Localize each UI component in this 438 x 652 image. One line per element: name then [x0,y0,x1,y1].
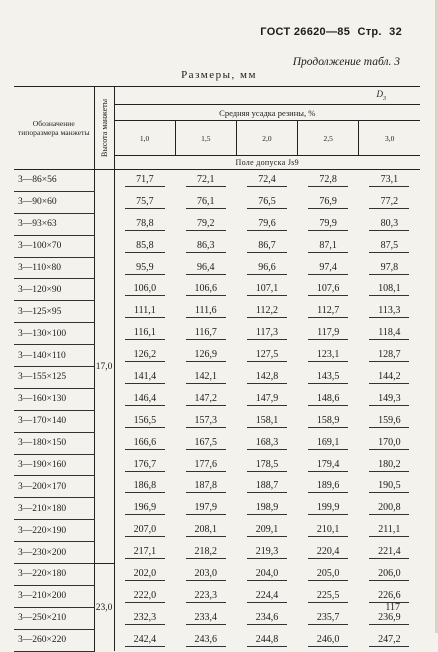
d3-value: 225,5 [308,590,348,603]
table-row [14,498,420,520]
d3-value-cell [114,564,175,586]
cuff-designation: 3—120×90 [14,279,94,301]
d3-value: 247,2 [369,634,409,647]
d3-value-cell [114,191,175,213]
d3-value-cell [298,345,359,367]
d3-value-cell [359,454,420,476]
d3-value: 206,0 [369,568,409,581]
d3-value-cell [298,476,359,498]
cuff-designation: 3—140×110 [14,345,94,367]
d3-value: 144,2 [369,371,409,384]
cuff-designation: 3—220×190 [14,520,94,542]
d3-value: 107,6 [308,283,348,296]
cuff-designation: 3—250×210 [14,607,94,629]
d3-value-cell [114,367,175,389]
d3-value-cell [298,520,359,542]
d3-value: 204,0 [247,568,287,581]
d3-value-cell [114,520,175,542]
d3-value-cell [236,170,297,192]
d3-value: 243,6 [186,634,226,647]
d3-value: 128,7 [369,349,409,362]
d3-value-cell [175,367,236,389]
d3-value: 149,3 [369,393,409,406]
d3-value-cell [298,388,359,410]
d3-value: 111,1 [125,305,165,318]
d3-value: 223,3 [186,590,226,603]
d3-value: 85,8 [125,240,165,253]
d3-value-cell [175,454,236,476]
d3-value-cell [175,323,236,345]
d3-value-cell [114,476,175,498]
d3-value: 97,4 [308,262,348,275]
table-row [14,432,420,454]
table-row [14,410,420,432]
d3-value-cell [359,213,420,235]
d3-value: 116,1 [125,327,165,340]
d3-value-cell [175,498,236,520]
cuff-designation: 3—155×125 [14,367,94,389]
d3-value: 79,6 [247,218,287,231]
d3-value-cell [359,388,420,410]
d3-value: 148,6 [308,393,348,406]
d3-value: 208,1 [186,524,226,537]
d3-value-cell [236,388,297,410]
cuff-designation: 3—130×100 [14,323,94,345]
d3-value-cell [114,585,175,607]
d3-value: 123,1 [308,349,348,362]
d3-value-cell [359,170,420,192]
table-row [14,542,420,564]
table-row [14,345,420,367]
d3-value-cell [236,279,297,301]
d3-value: 209,1 [247,524,287,537]
d3-value-cell [114,257,175,279]
header-shrink-value: 2,0 [236,121,297,156]
d3-value-cell [359,564,420,586]
d3-value-cell [298,191,359,213]
d3-value: 143,5 [308,371,348,384]
table-row [14,257,420,279]
cuff-designation: 3—200×170 [14,476,94,498]
d3-value: 211,1 [369,524,409,537]
d3-value: 95,9 [125,262,165,275]
d3-value: 156,5 [125,415,165,428]
cuff-designation: 3—86×56 [14,170,94,192]
d3-value: 107,1 [247,283,287,296]
d3-value: 242,4 [125,634,165,647]
d3-value-cell [298,542,359,564]
sizes-title: Размеры, мм [181,69,257,81]
d3-value: 77,2 [369,196,409,209]
d3-value-cell [175,564,236,586]
cuff-designation: 3—160×130 [14,388,94,410]
d3-value-cell [236,345,297,367]
d3-value: 232,3 [125,612,165,625]
d3-value: 117,9 [308,327,348,340]
d3-value: 87,5 [369,240,409,253]
d3-value: 244,8 [247,634,287,647]
header-tolerance: Поле допуска Js9 [114,156,420,170]
d3-value: 116,7 [186,327,226,340]
page-label: Стр. [357,26,382,38]
d3-value-cell [175,542,236,564]
d3-value-cell [114,454,175,476]
d3-value: 118,4 [369,327,409,340]
d3-value-cell [175,235,236,257]
d3-value-cell [175,213,236,235]
d3-value-cell [236,213,297,235]
d3-value: 234,6 [247,612,287,625]
d3-value: 198,9 [247,502,287,515]
d3-value-cell [298,279,359,301]
d3-value-cell [236,585,297,607]
d3-value-cell [298,410,359,432]
d3-value: 177,6 [186,459,226,472]
d3-value-cell [175,170,236,192]
d3-value: 203,0 [186,568,226,581]
header-height: Высота манжеты [94,87,114,170]
d3-value-cell [236,410,297,432]
cuff-designation: 3—260×220 [14,629,94,651]
table-row [14,564,420,586]
d3-value-cell [175,585,236,607]
d3-value-cell [175,345,236,367]
d3-value: 190,5 [369,480,409,493]
d3-value-cell [298,629,359,651]
d3-value: 72,8 [308,174,348,187]
d3-value: 233,4 [186,612,226,625]
d3-value-cell [236,520,297,542]
d3-value: 202,0 [125,568,165,581]
d3-value-cell [359,367,420,389]
d3-value: 187,8 [186,480,226,493]
d3-value-cell [236,367,297,389]
d3-value-cell [114,410,175,432]
d3-value: 76,9 [308,196,348,209]
d3-value-cell [359,323,420,345]
cuff-designation: 3—220×180 [14,564,94,586]
d3-value: 80,3 [369,218,409,231]
d3-value-cell [175,301,236,323]
cuff-designation: 3—110×80 [14,257,94,279]
table-row [14,520,420,542]
dimensions-table [14,86,420,652]
page-number: 32 [389,26,402,38]
d3-value: 207,0 [125,524,165,537]
d3-value: 168,3 [247,437,287,450]
d3-value: 158,9 [308,415,348,428]
d3-value: 117,3 [247,327,287,340]
table-row [14,629,420,651]
d3-value-cell [236,257,297,279]
d3-value-cell [298,607,359,629]
d3-value: 78,8 [125,218,165,231]
d3-value: 141,4 [125,371,165,384]
d3-value: 112,2 [247,305,287,318]
d3-value-cell [359,301,420,323]
height-value: 17,0 [94,170,114,564]
d3-value-cell [114,279,175,301]
cuff-designation: 3—180×150 [14,432,94,454]
d3-value: 236,9 [369,612,409,625]
table-row [14,323,420,345]
d3-value: 97,8 [369,262,409,275]
d3-value: 142,8 [247,371,287,384]
d3-value-cell [359,629,420,651]
d3-value-cell [359,191,420,213]
d3-value: 189,6 [308,480,348,493]
d3-value-cell [175,279,236,301]
d3-value-cell [298,257,359,279]
page-number-bottom: 117 [385,602,400,613]
d3-value: 219,3 [247,546,287,559]
d3-value: 75,7 [125,196,165,209]
table-row [14,476,420,498]
table-row [14,585,420,607]
d3-value-cell [359,498,420,520]
d3-value: 220,4 [308,546,348,559]
d3-value-cell [298,170,359,192]
d3-value-cell [298,454,359,476]
d3-value: 180,2 [369,459,409,472]
d3-value-cell [236,301,297,323]
cuff-designation: 3—210×200 [14,585,94,607]
d3-value-cell [298,213,359,235]
d3-value: 169,1 [308,437,348,450]
d3-value: 76,1 [186,196,226,209]
d3-value-cell [114,607,175,629]
header-shrinkage: Средняя усадка резины, % [114,105,420,121]
d3-value: 176,7 [125,459,165,472]
cuff-designation: 3—230×200 [14,542,94,564]
d3-value: 210,1 [308,524,348,537]
d3-value: 108,1 [369,283,409,296]
d3-value: 158,1 [247,415,287,428]
cuff-designation: 3—100×70 [14,235,94,257]
d3-value-cell [175,432,236,454]
d3-value-cell [175,520,236,542]
d3-value: 166,6 [125,437,165,450]
d3-value-cell [359,279,420,301]
d3-value: 246,0 [308,634,348,647]
d3-value: 226,6 [369,590,409,603]
header-shrink-value: 1,5 [175,121,236,156]
d3-value-cell [236,607,297,629]
d3-value-cell [298,323,359,345]
d3-value: 142,1 [186,371,226,384]
d3-value: 178,5 [247,459,287,472]
d3-value: 197,9 [186,502,226,515]
d3-value: 235,7 [308,612,348,625]
d3-value-cell [114,388,175,410]
d3-value-cell [298,432,359,454]
d3-value: 72,1 [186,174,226,187]
d3-value-cell [236,542,297,564]
d3-value: 71,7 [125,174,165,187]
d3-value: 157,3 [186,415,226,428]
table-row [14,454,420,476]
header-shrink-value: 2,5 [298,121,359,156]
header-shrink-value: 1,0 [114,121,175,156]
d3-value: 186,8 [125,480,165,493]
table-row [14,388,420,410]
cuff-designation: 3—125×95 [14,301,94,323]
d3-value-cell [114,213,175,235]
d3-value-cell [175,476,236,498]
d3-value-cell [298,235,359,257]
table-row [14,191,420,213]
d3-value-cell [236,564,297,586]
d3-value-cell [114,629,175,651]
table-continuation-caption: Продолжение табл. 3 [292,56,400,68]
d3-value: 147,2 [186,393,226,406]
d3-value-cell [298,301,359,323]
d3-value-cell [359,345,420,367]
d3-value: 179,4 [308,459,348,472]
d3-value: 221,4 [369,546,409,559]
d3-value-cell [298,585,359,607]
d3-value-cell [298,367,359,389]
d3-value: 199,9 [308,502,348,515]
d3-value: 79,9 [308,218,348,231]
d3-value-cell [114,498,175,520]
d3-value-cell [236,323,297,345]
d3-value-cell [175,410,236,432]
cuff-designation: 3—170×140 [14,410,94,432]
d3-value-cell [114,170,175,192]
d3-value-cell [236,432,297,454]
d3-value-cell [359,257,420,279]
d3-value-cell [298,564,359,586]
d3-value-cell [236,235,297,257]
d3-value-cell [359,476,420,498]
d3-value: 87,1 [308,240,348,253]
d3-value: 224,4 [247,590,287,603]
d3-value: 113,3 [369,305,409,318]
d3-value: 217,1 [125,546,165,559]
cuff-designation: 3—90×60 [14,191,94,213]
d3-value-cell [114,432,175,454]
d3-value: 205,0 [308,568,348,581]
d3-value-cell [359,410,420,432]
d3-value-cell [114,345,175,367]
table-row [14,235,420,257]
d3-value: 188,7 [247,480,287,493]
d3-value-cell [359,520,420,542]
d3-value-cell [114,301,175,323]
d3-value-cell [359,542,420,564]
d3-value-cell [175,607,236,629]
d3-value-cell [359,235,420,257]
d3-value-cell [114,323,175,345]
header-shrink-value: 3,0 [359,121,420,156]
d3-value: 106,6 [186,283,226,296]
d3-value: 112,7 [308,305,348,318]
table-row [14,301,420,323]
table-row [14,367,420,389]
d3-value: 146,4 [125,393,165,406]
d3-value: 127,5 [247,349,287,362]
table-row [14,279,420,301]
cuff-designation: 3—210×180 [14,498,94,520]
d3-value: 76,5 [247,196,287,209]
d3-value: 106,0 [125,283,165,296]
d3-value: 86,7 [247,240,287,253]
d3-value: 222,0 [125,590,165,603]
d3-value-cell [236,629,297,651]
table-row [14,170,420,192]
d3-value-cell [359,432,420,454]
d3-value: 147,9 [247,393,287,406]
d3-value-cell [114,542,175,564]
header-designation: Обозначение типоразмера манжеты [14,87,94,170]
d3-value: 170,0 [369,437,409,450]
page-header [256,26,402,38]
d3-value-cell [236,191,297,213]
cuff-designation: 3—93×63 [14,213,94,235]
d3-value-cell [298,498,359,520]
d3-value-cell [236,498,297,520]
d3-value: 86,3 [186,240,226,253]
standard-code: ГОСТ 26620—85 [260,26,351,38]
d3-value-cell [175,191,236,213]
d3-value: 72,4 [247,174,287,187]
d3-value: 96,6 [247,262,287,275]
d3-value: 126,2 [125,349,165,362]
d3-value: 159,6 [369,415,409,428]
d3-value-cell [175,629,236,651]
d3-value: 218,2 [186,546,226,559]
d3-value: 111,6 [186,305,226,318]
table-row [14,607,420,629]
d3-value: 73,1 [369,174,409,187]
d3-value: 196,9 [125,502,165,515]
cuff-designation: 3—190×160 [14,454,94,476]
d3-value: 79,2 [186,218,226,231]
d3-value-cell [236,454,297,476]
d3-value-cell [114,235,175,257]
d3-value: 126,9 [186,349,226,362]
height-value: 23,0 [94,564,114,652]
d3-value-cell [175,388,236,410]
d3-value: 200,8 [369,502,409,515]
d3-value: 167,5 [186,437,226,450]
header-d3: $D_3$ [114,87,420,105]
d3-value-cell [236,476,297,498]
table-row [14,213,420,235]
d3-value: 96,4 [186,262,226,275]
d3-value-cell [175,257,236,279]
